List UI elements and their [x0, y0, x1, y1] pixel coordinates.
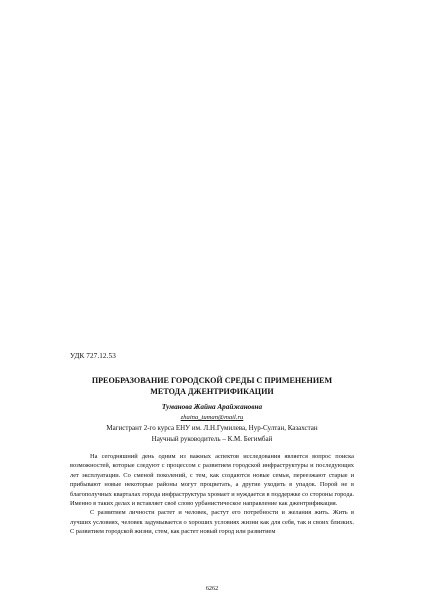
- scientific-supervisor: Научный руководитель – К.М. Бегимбай: [151, 435, 273, 443]
- paper-title: [60, 375, 364, 397]
- title-line: МЕТОДА ДЖЕНТРИФИКАЦИИ: [150, 387, 274, 396]
- body-text: [70, 452, 354, 537]
- paragraph: На сегодняшний день одним из важных аспектов исследования является вопрос поиска возможностей, которые следуют с процессом с развитием городской инфраструктуры и последующих лет эксплуатации. Со сменой поколений, с тем, как создаются новые семьи, переезжают старые и прибывают новые некоторые районы могут процветать, а другие уходить в упадок. Порой не в благополучных кварталах города инфраструктура хромает и нуждается в поддержке со стороны города. Именно в таких делах и вставляет своё слово урбанистическое направление как джентрификация.: [70, 453, 354, 508]
- udc-code: УДК 727.12.53: [70, 352, 116, 360]
- paragraph: С развитием личности растет и человек, растут его потребности и желания жить. Жить в лучших условиях, человек задумывается о хороших условиях жизни как для себя, так и своих близких. С развитием городской жизни, стем, как растет новый город или развитием: [70, 509, 354, 536]
- author-name: Туманова Жайна Арайжановна: [161, 403, 263, 411]
- author-affiliation: Магистрант 2-го курса ЕНУ им. Л.Н.Гумилева, Нур-Султан, Казахстан: [106, 424, 318, 432]
- page-number: 6262: [205, 585, 219, 592]
- title-line: ПРЕОБРАЗОВАНИЕ ГОРОДСКОЙ СРЕДЫ С ПРИМЕНЕНИЕМ: [91, 376, 333, 385]
- author-email-link[interactable]: zhaina_tuman@mail.ru: [180, 414, 244, 421]
